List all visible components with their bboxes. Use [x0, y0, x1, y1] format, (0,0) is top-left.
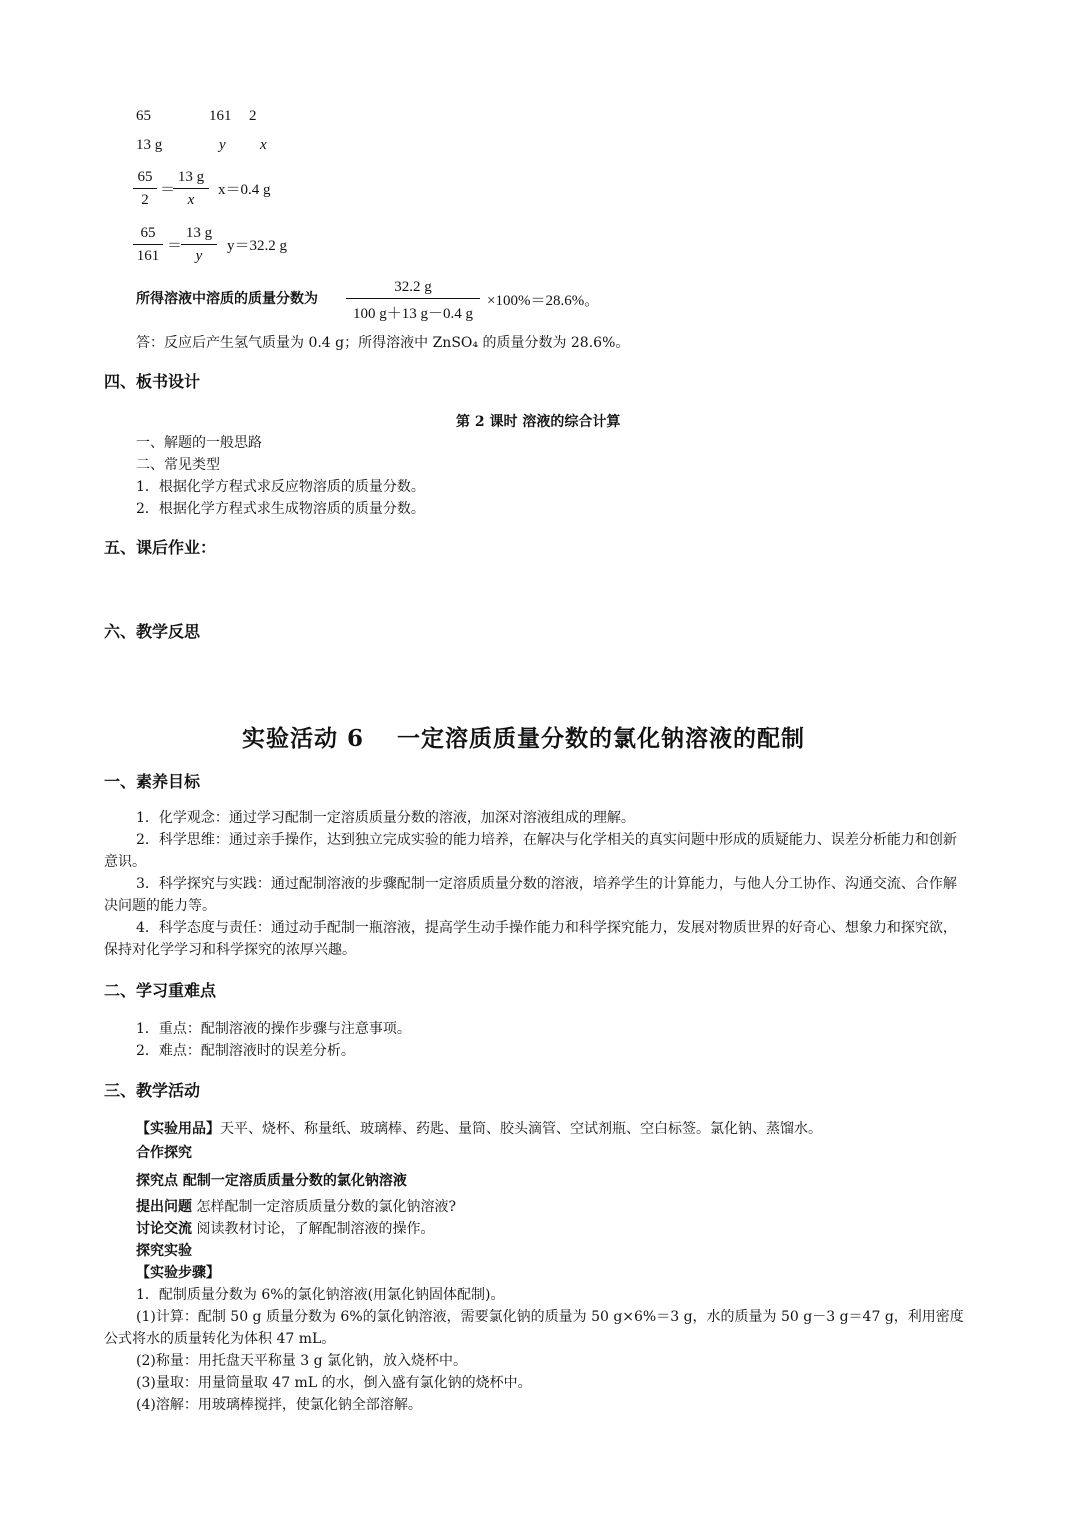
fraction-numerator: 13 g: [173, 169, 209, 189]
fraction-denominator: y: [195, 248, 203, 264]
board-line: 一、解题的一般思路: [136, 435, 262, 451]
board-title: 第 2 课时 溶液的综合计算: [456, 414, 621, 430]
board-line: 二、常见类型: [136, 457, 220, 473]
calc-row2-zn: 13 g: [136, 137, 163, 153]
step-item: (1)计算：配制 50 g 质量分数为 6%的氯化钠溶液，需要氯化钠的质量为 50 g×6%＝3 g，水的质量为 50 g－3 g＝47 g，利用密度公式将水的质量转化为体积 47 mL。: [104, 1309, 964, 1347]
fraction-65-over-2: [133, 169, 157, 209]
section-heading-key-points: 二、学习重难点: [104, 981, 217, 1000]
board-line: 2．根据化学方程式求生成物溶质的质量分数。: [136, 501, 425, 517]
fraction-denominator: 2: [141, 192, 149, 208]
calc-row2-y: y: [219, 137, 226, 153]
result-x: x＝0.4 g: [218, 182, 271, 198]
fraction-denominator: x: [187, 192, 195, 208]
calc-row1-h2: 2: [249, 108, 257, 124]
section-heading-board-design: 四、板书设计: [104, 372, 201, 391]
fraction-65-over-161: [133, 225, 163, 265]
fraction-numerator: 65: [133, 169, 157, 189]
fraction-13g-over-y: [181, 225, 217, 265]
question-line: [136, 1196, 456, 1216]
mass-fraction-expression: [346, 279, 480, 323]
step-item: (3)量取：用量筒量取 47 mL 的水，倒入盛有氯化钠的烧杯中。: [136, 1375, 532, 1391]
answer-line: 答：反应后产生氢气质量为 0.4 g；所得溶液中 ZnSO₄ 的质量分数为 28.6%。: [136, 335, 630, 351]
fraction-denominator: 100 g＋13 g－0.4 g: [352, 306, 473, 322]
goal-item: 3．科学探究与实践：通过配制溶液的步骤配制一定溶质质量分数的溶液，培养学生的计算能力，与他人分工协作、沟通交流、合作解决问题的能力等。: [104, 876, 957, 914]
materials-line: [136, 1118, 822, 1138]
discussion-label: 讨论交流: [136, 1221, 192, 1237]
discussion-text: 阅读教材讨论，了解配制溶液的操作。: [192, 1221, 435, 1237]
result-y: y＝32.2 g: [227, 238, 288, 254]
equals-sign: ＝: [160, 182, 176, 198]
calc-row2-x: x: [260, 137, 267, 153]
discussion-line: [136, 1218, 434, 1238]
fraction-13g-over-x: [173, 169, 209, 209]
step-item: (4)溶解：用玻璃棒搅拌，使氯化钠全部溶解。: [136, 1397, 422, 1413]
goal-item: 2．科学思维：通过亲手操作，达到独立完成实验的能力培养，在解决与化学相关的真实问题中形成的质疑能力、误差分析能力和创新意识。: [104, 832, 957, 870]
page-title: 实验活动 6 一定溶质质量分数的氯化钠溶液的配制: [242, 725, 806, 752]
materials-label: 【实验用品】: [136, 1121, 220, 1137]
goal-item: 4．科学态度与责任：通过动手配制一瓶溶液，提高学生动手操作能力和科学探究能力，发展对物质世界的好奇心、想象力和探究欲，保持对化学学习和科学探究的浓厚兴趣。: [104, 920, 957, 958]
materials-text: 天平、烧杯、称量纸、玻璃棒、药匙、量筒、胶头滴管、空试剂瓶、空白标签。氯化钠、蒸馏水。: [220, 1121, 822, 1137]
section-heading-homework: 五、课后作业：: [104, 538, 217, 557]
step-item: (2)称量：用托盘天平称量 3 g 氯化钠，放入烧杯中。: [136, 1353, 468, 1369]
steps-heading: 【实验步骤】: [136, 1265, 220, 1281]
step-item: 1．配制质量分数为 6%的氯化钠溶液(用氯化钠固体配制)。: [136, 1287, 505, 1303]
cooperative-inquiry-heading: 合作探究: [136, 1145, 192, 1161]
goal-item: 1．化学观念：通过学习配制一定溶质质量分数的溶液，加深对溶液组成的理解。: [136, 810, 635, 826]
question-text: 怎样配制一定溶质质量分数的氯化钠溶液?: [192, 1199, 456, 1215]
fraction-numerator: 65: [133, 225, 163, 245]
experiment-heading: 探究实验: [136, 1243, 192, 1259]
question-label: 提出问题: [136, 1199, 192, 1215]
fraction-numerator: 13 g: [181, 225, 217, 245]
section-heading-goals: 一、素养目标: [104, 772, 201, 791]
calc-row1-zn: 65: [136, 108, 151, 124]
explore-point-heading: 探究点 配制一定溶质质量分数的氯化钠溶液: [136, 1173, 407, 1189]
section-heading-teaching: 三、教学活动: [104, 1081, 201, 1100]
fraction-denominator: 161: [136, 248, 160, 264]
section-heading-reflection: 六、教学反思: [104, 622, 201, 641]
equals-sign: ＝: [167, 238, 183, 254]
board-line: 1．根据化学方程式求反应物溶质的质量分数。: [136, 479, 425, 495]
key-point-item: 1．重点：配制溶液的操作步骤与注意事项。: [136, 1021, 411, 1037]
key-point-item: 2．难点：配制溶液时的误差分析。: [136, 1043, 355, 1059]
mass-fraction-label: 所得溶液中溶质的质量分数为: [136, 291, 318, 307]
calc-row1-znso4: 161: [209, 108, 232, 124]
mass-fraction-result: ×100%＝28.6%。: [487, 293, 600, 309]
fraction-numerator: 32.2 g: [346, 279, 480, 299]
